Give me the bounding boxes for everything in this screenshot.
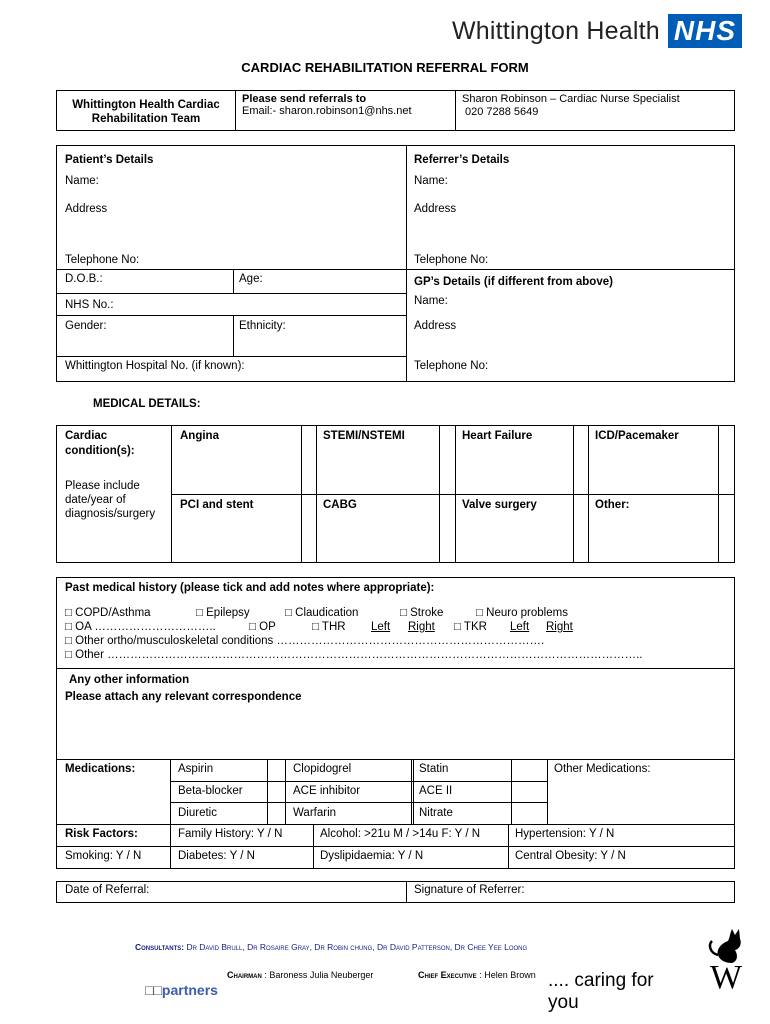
patient-dob-label: D.O.B.: bbox=[65, 273, 103, 285]
condition-angina: Angina bbox=[180, 430, 219, 442]
contact-email[interactable]: Email:- sharon.robinson1@nhs.net bbox=[242, 105, 412, 117]
med-ace-ii: ACE II bbox=[419, 785, 453, 797]
history-stroke[interactable]: □ Stroke bbox=[400, 607, 444, 619]
other-medications-label: Other Medications: bbox=[554, 763, 651, 775]
med-diuretic: Diuretic bbox=[178, 807, 217, 819]
med-aspirin: Aspirin bbox=[178, 763, 214, 775]
consultants-line: Consultants: Dr David Brull, Dr Rosaire Gray, Dr Robin chung, Dr David Patterson, Dr Chee Yee Loong bbox=[135, 942, 528, 952]
risk-alcohol[interactable]: Alcohol: >21u M / >14u F: Y / N bbox=[320, 828, 481, 840]
gp-address-label: Address bbox=[414, 320, 457, 332]
partners-logo: □□partners bbox=[145, 982, 218, 998]
nhs-logo: NHS bbox=[668, 14, 742, 48]
other-info-heading: Any other information bbox=[69, 674, 190, 686]
history-claudication[interactable]: □ Claudication bbox=[285, 607, 359, 619]
medications-label: Medications: bbox=[65, 763, 136, 775]
send-label: Please send referrals to bbox=[242, 93, 367, 105]
risk-diabetes[interactable]: Diabetes: Y / N bbox=[178, 850, 255, 862]
med-ace-inhibitor: ACE inhibitor bbox=[293, 785, 361, 797]
chairman-line: Chairman : Baroness Julia Neuberger bbox=[227, 970, 374, 980]
form-title: CARDIAC REHABILITATION REFERRAL FORM bbox=[241, 60, 529, 75]
patient-gender-label: Gender: bbox=[65, 320, 107, 332]
referral-date-label: Date of Referral: bbox=[65, 884, 150, 896]
risk-smoking[interactable]: Smoking: Y / N bbox=[65, 850, 142, 862]
contact-person: Sharon Robinson – Cardiac Nurse Specialist bbox=[462, 93, 680, 105]
condition-pci: PCI and stent bbox=[180, 499, 254, 511]
patient-telephone-label: Telephone No: bbox=[65, 254, 140, 266]
referrer-address-label: Address bbox=[414, 203, 457, 215]
thr-left[interactable]: Left bbox=[371, 621, 391, 633]
history-tkr[interactable]: □ TKR bbox=[454, 621, 487, 633]
risk-dyslipidaemia[interactable]: Dyslipidaemia: Y / N bbox=[320, 850, 424, 862]
patient-age-label: Age: bbox=[239, 273, 263, 285]
thr-right[interactable]: Right bbox=[408, 621, 435, 633]
tkr-right[interactable]: Right bbox=[546, 621, 573, 633]
referrer-name-label: Name: bbox=[414, 175, 448, 187]
history-heading: Past medical history (please tick and add notes where appropriate): bbox=[65, 582, 435, 594]
gp-name-label: Name: bbox=[414, 295, 448, 307]
patient-nhs-label: NHS No.: bbox=[65, 299, 114, 311]
history-oa[interactable]: □ OA ………………………….. bbox=[65, 621, 216, 633]
logo-letter: W bbox=[710, 959, 743, 996]
details-box bbox=[56, 145, 735, 382]
history-op[interactable]: □ OP bbox=[249, 621, 276, 633]
condition-valve: Valve surgery bbox=[462, 499, 537, 511]
referrer-telephone-label: Telephone No: bbox=[414, 254, 489, 266]
condition-other: Other: bbox=[595, 499, 630, 511]
cardiac-condition-label: Cardiac condition(s): bbox=[65, 430, 135, 457]
risk-hypertension[interactable]: Hypertension: Y / N bbox=[515, 828, 615, 840]
condition-icd: ICD/Pacemaker bbox=[595, 430, 679, 442]
patient-name-label: Name: bbox=[65, 175, 99, 187]
diagnosis-note: Please include date/year of diagnosis/surgery bbox=[65, 480, 156, 520]
condition-heart-failure: Heart Failure bbox=[462, 430, 533, 442]
brand-name: Whittington Health bbox=[452, 16, 660, 45]
condition-stemi: STEMI/NSTEMI bbox=[323, 430, 405, 442]
med-statin: Statin bbox=[419, 763, 449, 775]
referrer-signature-label: Signature of Referrer: bbox=[414, 884, 525, 896]
contact-phone: 020 7288 5649 bbox=[465, 106, 539, 118]
med-clopidogrel: Clopidogrel bbox=[293, 763, 352, 775]
med-beta-blocker: Beta-blocker bbox=[178, 785, 243, 797]
attach-note: Please attach any relevant correspondence bbox=[65, 691, 302, 703]
referral-box bbox=[56, 881, 735, 903]
gp-heading: GP’s Details (if different from above) bbox=[414, 276, 613, 288]
referrer-heading: Referrer’s Details bbox=[414, 154, 510, 166]
hospital-number-label: Whittington Hospital No. (if known): bbox=[65, 360, 245, 372]
tagline: .... caring for you bbox=[548, 970, 654, 1013]
gp-telephone-label: Telephone No: bbox=[414, 360, 489, 372]
history-neuro[interactable]: □ Neuro problems bbox=[476, 607, 568, 619]
chief-executive-line: Chief Executive : Helen Brown bbox=[418, 970, 536, 980]
medical-heading: MEDICAL DETAILS: bbox=[93, 398, 201, 410]
history-other[interactable]: □ Other ………………………………………………………………………………………………………………………….. bbox=[65, 649, 643, 661]
history-thr[interactable]: □ THR bbox=[312, 621, 346, 633]
brand-header bbox=[452, 14, 742, 48]
risk-label: Risk Factors: bbox=[65, 828, 138, 840]
med-nitrate: Nitrate bbox=[419, 807, 453, 819]
med-warfarin: Warfarin bbox=[293, 807, 337, 819]
whittington-cat-logo bbox=[702, 925, 750, 995]
history-epilepsy[interactable]: □ Epilepsy bbox=[196, 607, 250, 619]
risk-obesity[interactable]: Central Obesity: Y / N bbox=[515, 850, 626, 862]
condition-cabg: CABG bbox=[323, 499, 357, 511]
patient-address-label: Address bbox=[65, 203, 108, 215]
patient-heading: Patient’s Details bbox=[65, 154, 154, 166]
history-ortho[interactable]: □ Other ortho/musculoskeletal conditions ……………………………………………………………. bbox=[65, 635, 545, 647]
tkr-left[interactable]: Left bbox=[510, 621, 530, 633]
patient-ethnicity-label: Ethnicity: bbox=[239, 320, 286, 332]
team-name: Whittington Health Cardiac Rehabilitation Team bbox=[72, 99, 220, 125]
risk-family[interactable]: Family History: Y / N bbox=[178, 828, 283, 840]
history-copd[interactable]: □ COPD/Asthma bbox=[65, 607, 151, 619]
